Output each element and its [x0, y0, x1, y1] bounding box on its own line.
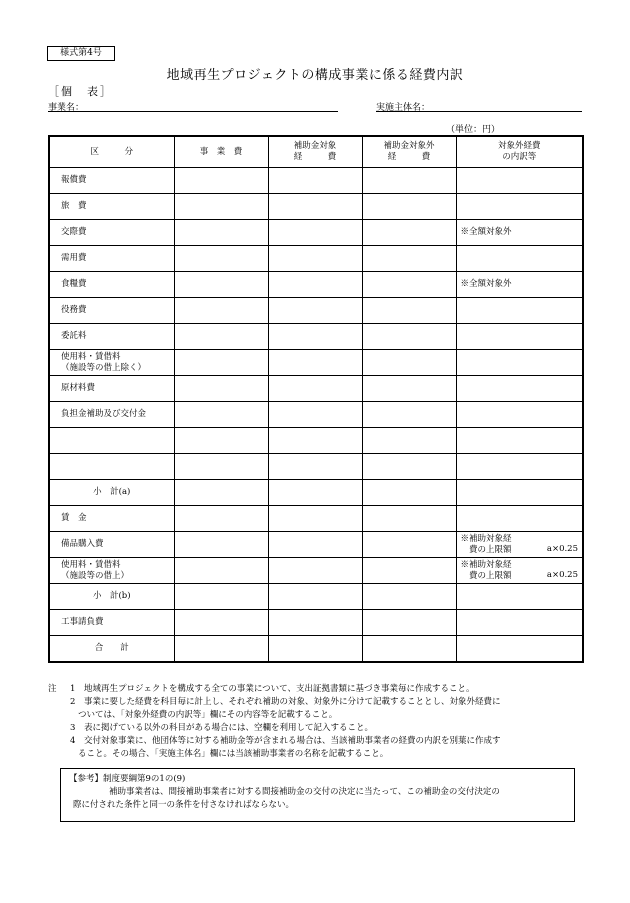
header-category: 区 分 — [49, 136, 174, 168]
page-title: 地域再生プロジェクトの構成事業に係る経費内訳 — [166, 68, 464, 83]
row-label: 備品購入費 — [49, 532, 174, 558]
amount-cell[interactable] — [362, 246, 456, 272]
amount-cell[interactable] — [362, 324, 456, 350]
amount-cell[interactable] — [174, 402, 268, 428]
amount-cell[interactable] — [362, 454, 456, 480]
row-label: 賃 金 — [49, 506, 174, 532]
unit-label: （単位：円） — [446, 125, 501, 135]
reference-box — [60, 768, 575, 822]
row-label — [49, 428, 174, 454]
implementer-label: 実施主体名： — [376, 103, 431, 113]
amount-cell[interactable] — [268, 220, 362, 246]
table-row — [49, 454, 583, 480]
row-label: 合 計 — [49, 636, 174, 662]
amount-cell[interactable] — [268, 558, 362, 584]
ineligible-note — [456, 610, 583, 636]
implementer-rule — [376, 111, 582, 112]
table-row — [49, 168, 583, 194]
amount-cell[interactable] — [174, 558, 268, 584]
amount-cell[interactable] — [268, 428, 362, 454]
table-row — [49, 350, 583, 376]
note-item-cont: ついては、「対象外経費の内訳等」欄にその内容等を記載すること。 — [78, 710, 338, 720]
table-row — [49, 376, 583, 402]
header-ineligible-breakdown: 対象外経費 の内訳等 — [456, 136, 583, 168]
note-item-cont: ること。その場合、「実施主体名」欄には当該補助事業者の名称を記載すること。 — [78, 749, 389, 759]
row-label: 需用費 — [49, 246, 174, 272]
amount-cell[interactable] — [268, 636, 362, 662]
amount-cell[interactable] — [268, 298, 362, 324]
amount-cell[interactable] — [362, 298, 456, 324]
notes-head: 注 — [48, 684, 57, 694]
ineligible-note — [456, 454, 583, 480]
row-label — [49, 454, 174, 480]
table-row — [49, 506, 583, 532]
amount-cell[interactable] — [362, 194, 456, 220]
amount-cell[interactable] — [268, 402, 362, 428]
ineligible-note: ※補助対象経 費の上限額 a×0.25 — [456, 558, 583, 584]
table-row — [49, 558, 583, 584]
amount-cell[interactable] — [268, 480, 362, 506]
ineligible-note — [456, 636, 583, 662]
ineligible-note — [456, 480, 583, 506]
amount-cell[interactable] — [362, 636, 456, 662]
business-name-label: 事業名： — [48, 103, 85, 113]
amount-cell[interactable] — [268, 454, 362, 480]
row-label: 食糧費 — [49, 272, 174, 298]
ineligible-note — [456, 376, 583, 402]
ineligible-note — [456, 324, 583, 350]
row-label: 原材料費 — [49, 376, 174, 402]
amount-cell[interactable] — [362, 402, 456, 428]
amount-cell[interactable] — [362, 584, 456, 610]
ineligible-note — [456, 402, 583, 428]
amount-cell[interactable] — [362, 376, 456, 402]
ineligible-note — [456, 428, 583, 454]
row-label: 報償費 — [49, 168, 174, 194]
note-item: 交付対象事業に、他団体等に対する補助金等が含まれる場合は、当該補助事業者の経費の内訳を別葉に作成す — [84, 736, 501, 746]
amount-cell[interactable] — [362, 532, 456, 558]
row-label: 旅 費 — [49, 194, 174, 220]
business-name-rule — [48, 111, 338, 112]
amount-cell[interactable] — [174, 584, 268, 610]
table-row — [49, 636, 583, 662]
amount-cell[interactable] — [174, 454, 268, 480]
row-label: 役務費 — [49, 298, 174, 324]
table-row — [49, 246, 583, 272]
table-row — [49, 220, 583, 246]
amount-cell[interactable] — [174, 324, 268, 350]
amount-cell[interactable] — [362, 610, 456, 636]
amount-cell[interactable] — [268, 610, 362, 636]
amount-cell[interactable] — [268, 246, 362, 272]
table-row — [49, 584, 583, 610]
table-row — [49, 194, 583, 220]
amount-cell[interactable] — [268, 194, 362, 220]
table-row — [49, 402, 583, 428]
expense-table — [48, 135, 584, 663]
amount-cell[interactable] — [174, 220, 268, 246]
table-row — [49, 480, 583, 506]
amount-cell[interactable] — [268, 584, 362, 610]
amount-cell[interactable] — [174, 298, 268, 324]
header-ineligible-cost: 補助金対象外 経 費 — [362, 136, 456, 168]
amount-cell[interactable] — [174, 532, 268, 558]
amount-cell[interactable] — [174, 194, 268, 220]
ineligible-note — [456, 350, 583, 376]
row-label: 負担金補助及び交付金 — [49, 402, 174, 428]
ineligible-note — [456, 194, 583, 220]
note-item: 表に掲げている以外の科目がある場合には、空欄を利用して記入すること。 — [84, 723, 374, 733]
amount-cell[interactable] — [362, 350, 456, 376]
ineligible-note — [456, 168, 583, 194]
amount-cell[interactable] — [268, 376, 362, 402]
header-project-cost: 事 業 費 — [174, 136, 268, 168]
amount-cell[interactable] — [362, 558, 456, 584]
amount-cell[interactable] — [362, 428, 456, 454]
table-row — [49, 610, 583, 636]
amount-cell[interactable] — [268, 168, 362, 194]
amount-cell[interactable] — [268, 532, 362, 558]
ineligible-note: ※全額対象外 — [456, 220, 583, 246]
subtitle: ［個 表］ — [48, 85, 113, 98]
amount-cell[interactable] — [362, 272, 456, 298]
amount-cell[interactable] — [362, 220, 456, 246]
row-label: 工事請負費 — [49, 610, 174, 636]
ineligible-note — [456, 246, 583, 272]
amount-cell[interactable] — [174, 376, 268, 402]
note-item: 事業に要した経費を科目毎に計上し、それぞれ補助の対象、対象外に分けて記載することとし、対象外経費に — [84, 697, 501, 707]
table-row — [49, 324, 583, 350]
amount-cell[interactable] — [268, 324, 362, 350]
row-label: 使用料・賃借料 （施設等の借上） — [49, 558, 174, 584]
table-row — [49, 272, 583, 298]
cap-ratio: a×0.25 — [546, 543, 578, 554]
amount-cell[interactable] — [174, 246, 268, 272]
amount-cell[interactable] — [268, 272, 362, 298]
amount-cell[interactable] — [362, 480, 456, 506]
notes: 注 1 地域再生プロジェクトを構成する全ての事業について、支出証拠書類に基づき事業毎に作成すること。 2 事業に要した経費を科目毎に計上し、それぞれ補助の対象、対象外に分けて記載することとし、対象外経費に ついては、「対象外経費の内訳等」欄にその内容等を記載すること。 3 表に掲げている以外の科目がある場合には、空欄を利用して記入すること。 4 交付対象事業に、他団体等に対する補助金等が含まれる場合は、当該補助事業者の経費の内訳を別葉に作成す ること。その場合、「実施主体名」欄には当該補助事業者の名称を記載すること。 — [48, 683, 588, 761]
amount-cell[interactable] — [174, 272, 268, 298]
table-row — [49, 532, 583, 558]
row-label: 小 計(a) — [49, 480, 174, 506]
amount-cell[interactable] — [174, 610, 268, 636]
amount-cell[interactable] — [362, 506, 456, 532]
table-row — [49, 298, 583, 324]
ineligible-note — [456, 506, 583, 532]
amount-cell[interactable] — [174, 636, 268, 662]
ineligible-note: ※全額対象外 — [456, 272, 583, 298]
header-eligible-cost: 補助金対象 経 費 — [268, 136, 362, 168]
amount-cell[interactable] — [174, 168, 268, 194]
reference-line: 際に付された条件と同一の条件を付さなければならない。 — [73, 800, 295, 810]
ineligible-note: ※補助対象経 費の上限額 a×0.25 — [456, 532, 583, 558]
row-label: 委託料 — [49, 324, 174, 350]
amount-cell[interactable] — [268, 506, 362, 532]
amount-cell[interactable] — [174, 480, 268, 506]
row-label: 小 計(b) — [49, 584, 174, 610]
reference-line: 補助事業者は、間接補助事業者に対する間接補助金の交付の決定に当たって、この補助金の交付決定の — [109, 787, 500, 797]
amount-cell[interactable] — [174, 350, 268, 376]
reference-title: 【参考】制度要綱第9の1の(9) — [69, 774, 186, 784]
ineligible-note — [456, 298, 583, 324]
table-row — [49, 428, 583, 454]
form-number: 様式第4号 — [47, 46, 115, 61]
cap-ratio: a×0.25 — [546, 569, 578, 580]
note-item: 地域再生プロジェクトを構成する全ての事業について、支出証拠書類に基づき事業毎に作成すること。 — [84, 684, 475, 694]
amount-cell[interactable] — [174, 506, 268, 532]
amount-cell[interactable] — [362, 168, 456, 194]
row-label: 使用料・賃借料 （施設等の借上除く） — [49, 350, 174, 376]
row-label: 交際費 — [49, 220, 174, 246]
amount-cell[interactable] — [174, 428, 268, 454]
ineligible-note — [456, 584, 583, 610]
amount-cell[interactable] — [268, 350, 362, 376]
